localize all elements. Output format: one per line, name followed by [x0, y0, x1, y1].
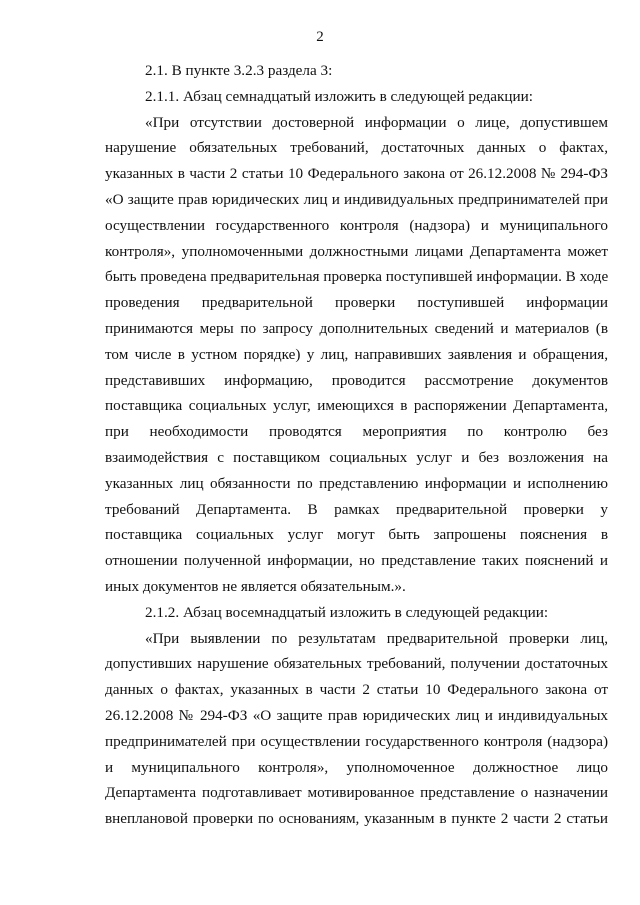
text-line: проведения предварительной проверки поступившей информации [105, 294, 608, 312]
text-line: указанных лиц обязанности по представлению информации и исполнению [105, 474, 608, 492]
text-line: контроля», уполномоченными должностными лицами Департамента может [105, 242, 608, 260]
text-line: том числе в устном порядке) у лиц, направивших заявления и обращения, [105, 345, 608, 363]
document-body [105, 58, 608, 832]
text-line: поставщика социальных услуг могут быть запрошены пояснения в [105, 526, 608, 544]
text-line: «При выявлении по результатам предварительной проверки лиц, [145, 629, 608, 647]
text-line: Департамента подготавливает мотивированное представление о назначении [105, 784, 608, 802]
text-line: отношении полученной информации, но представление таких пояснений и [105, 552, 608, 570]
text-line: требований Департамента. В рамках предварительной проверки у [105, 500, 608, 518]
text-line: представивших информацию, проводится рассмотрение документов [105, 371, 608, 389]
text-line: данных о фактах, указанных в части 2 статьи 10 Федерального закона от [105, 681, 608, 699]
text-line: принимаются меры по запросу дополнительных сведений и материалов (в [105, 319, 608, 337]
text-line: указанных в части 2 статьи 10 Федерального закона от 26.12.2008 № 294-ФЗ [105, 165, 608, 183]
page-number: 2 [316, 29, 324, 45]
text-line: поставщика социальных услуг, имеющихся в распоряжении Департамента, [105, 397, 608, 415]
text-line: нарушение обязательных требований, достаточных данных о фактах, [105, 139, 608, 157]
text-line: 2.1.2. Абзац восемнадцатый изложить в следующей редакции: [145, 603, 549, 621]
text-line: быть проведена предварительная проверка поступившей информации. В ходе [105, 268, 608, 286]
text-line: иных документов не является обязательным.». [105, 577, 406, 595]
text-line: взаимодействия с поставщиком социальных услуг и без возложения на [105, 448, 608, 466]
text-line: при необходимости проводятся мероприятия по контролю без [105, 423, 608, 441]
text-line: 26.12.2008 № 294-ФЗ «О защите прав юридических лиц и индивидуальных [105, 706, 608, 724]
text-line: допустивших нарушение обязательных требований, получении достаточных [105, 655, 608, 673]
text-line: предпринимателей при осуществлении государственного контроля (надзора) [105, 732, 608, 750]
text-line: «При отсутствии достоверной информации о лице, допустившем [145, 113, 608, 131]
text-line: 2.1.1. Абзац семнадцатый изложить в следующей редакции: [145, 87, 534, 105]
text-line: и муниципального контроля», уполномоченное должностное лицо [105, 758, 608, 776]
text-line: осуществлении государственного контроля (надзора) и муниципального [105, 216, 608, 234]
text-line: внеплановой проверки по основаниям, указанным в пункте 2 части 2 статьи [105, 810, 608, 828]
text-line: 2.1. В пункте 3.2.3 раздела 3: [145, 62, 333, 79]
text-line: «О защите прав юридических лиц и индивидуальных предпринимателей при [105, 190, 608, 208]
